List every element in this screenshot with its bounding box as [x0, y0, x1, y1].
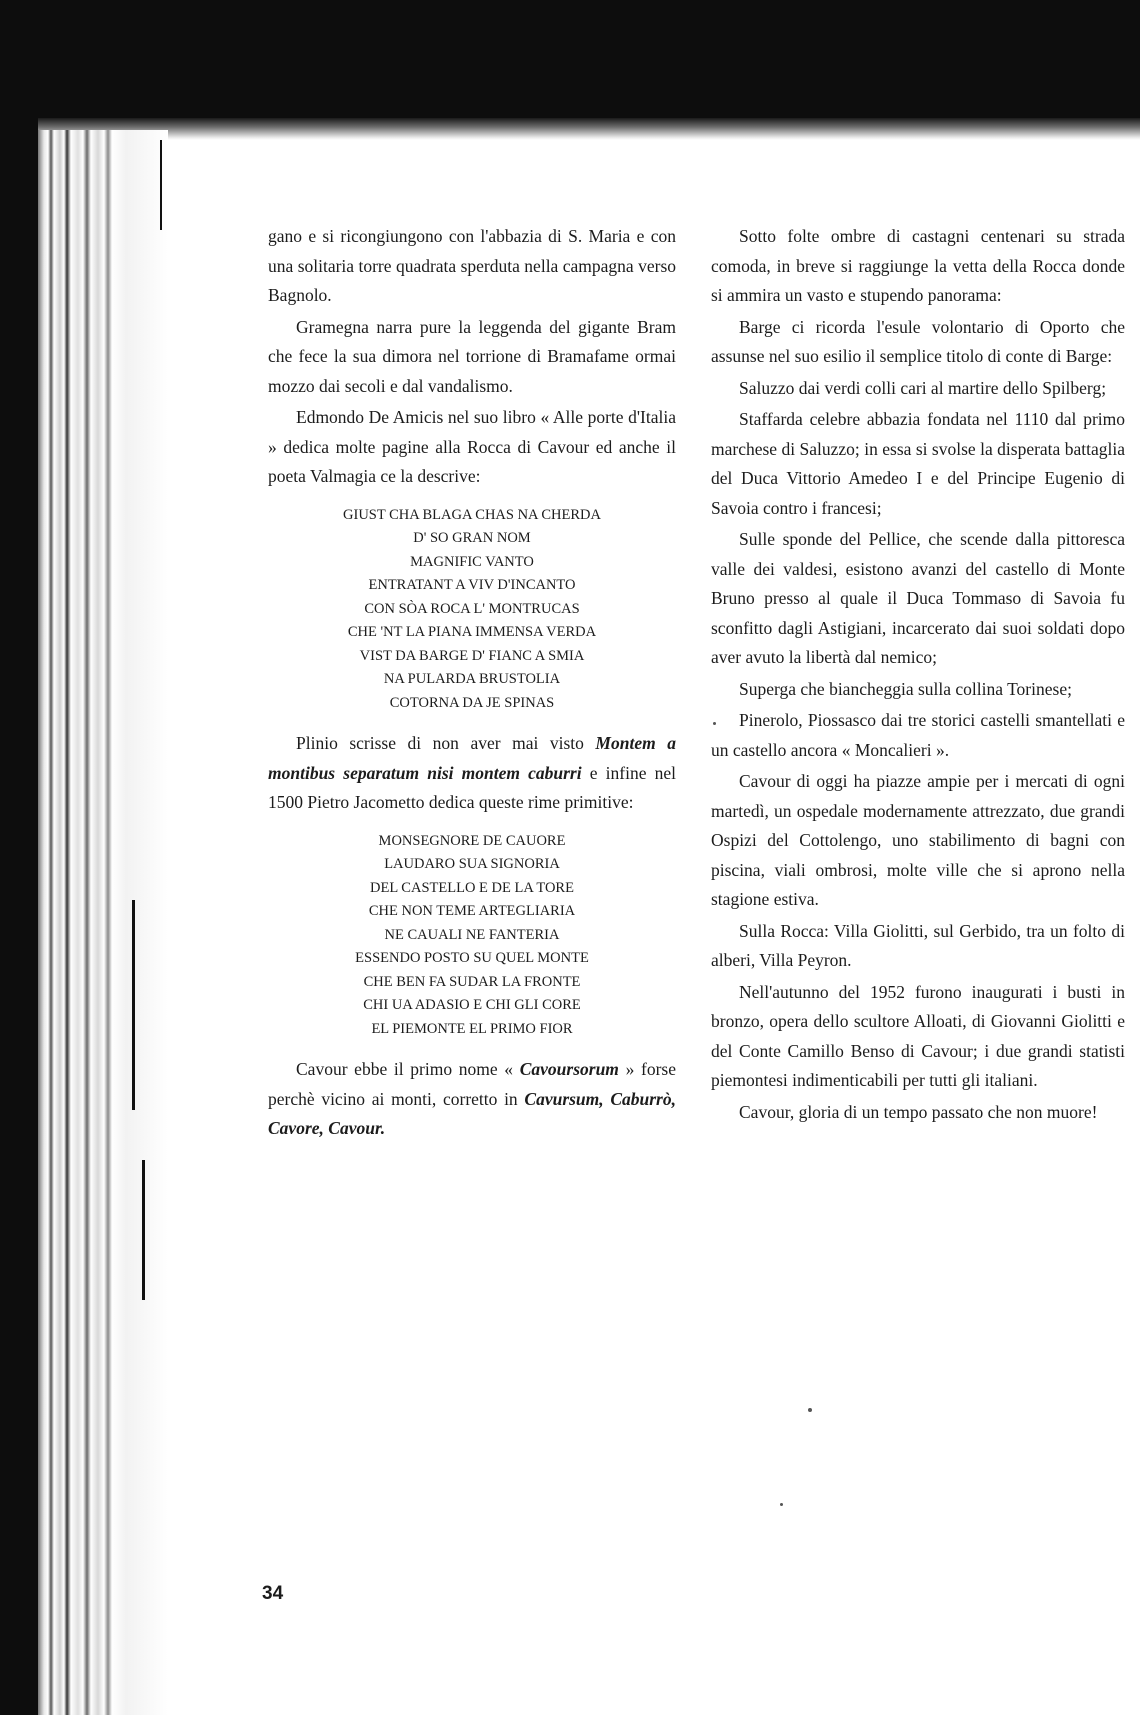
scan-top-border: [0, 0, 1140, 118]
verse-line: CHE 'NT LA PIANA IMMENSA VERDA: [347, 624, 597, 640]
scan-speck: [713, 722, 716, 725]
old-name: Cavoursorum: [519, 1059, 619, 1079]
paragraph: Sulle sponde del Pellice, che scende dalla pittoresca valle dei valdesi, esistono avanzi del castello di Monte Bruno presso al quale il Duca Tommaso di Savoia fu sconfitto dagli Astigiani, incarcerato dai suoi soldati dopo aver avuto la libertà dal nemico;: [711, 529, 1125, 667]
verse-line: DEL CASTELLO E DE LA TORE: [370, 879, 574, 896]
page-edge-line: [142, 1160, 145, 1300]
verse-line: NA PULARDA BRUSTOLIA: [383, 671, 561, 687]
verse-line: EL PIEMONTE EL PRIMO FIOR: [371, 1020, 573, 1037]
dialect-poem: [268, 504, 676, 716]
paragraph: Sotto folte ombre di castagni centenari su strada comoda, in breve si raggiunge la vetta della Rocca donde si ammira un vasto e stupendo panorama:: [711, 226, 1125, 305]
scan-speck: [780, 1503, 783, 1506]
verse-line: ESSENDO POSTO SU QUEL MONTE: [355, 950, 589, 966]
verse-line: CHI UA ADASIO E CHI GLI CORE: [363, 997, 581, 1013]
medieval-rhyme: [268, 830, 676, 1042]
paragraph: Staffarda celebre abbazia fondata nel 1110 dal primo marchese di Saluzzo; in essa si svolse la disperata battaglia del Duca Vittorio Amedeo I e del Principe Eugenio di Savoia contro i francesi;: [711, 409, 1125, 518]
verse-line: MAGNIFIC VANTO: [410, 553, 534, 570]
verse-line: CON SÒA ROCA L' MONTRUCAS: [364, 600, 580, 617]
verse-line: CHE BEN FA SUDAR LA FRONTE: [363, 973, 581, 990]
page-number: 34: [262, 1583, 284, 1604]
old-names-list: Cavursum, Caburrò, Cavore, Cavour.: [268, 1088, 676, 1138]
verse-line: CHE NON TEME ARTEGLIARIA: [368, 903, 576, 919]
paragraph: Gramegna narra pure la leggenda del gigante Bram che fece la sua dimora nel torrione di Bramafame ormai mozzo dai secoli e dal vandalismo.: [268, 316, 676, 396]
paragraph: Superga che biancheggia sulla collina Torinese;: [739, 678, 1072, 699]
page-top-shadow: [38, 118, 1140, 140]
paragraph: Saluzzo dai verdi colli cari al martire dello Spilberg;: [739, 377, 1107, 398]
paragraph: Barge ci ricorda l'esule volontario di Oporto che assunse nel suo esilio il semplice titolo di conte di Barge:: [711, 316, 1125, 366]
paragraph-cavour-names: Cavour ebbe il primo nome « Cavoursorum » forse perchè vicino ai monti, corretto in Cavursum, Caburrò, Cavore, Cavour.: [268, 1059, 676, 1138]
verse-line: COTORNA DA JE SPINAS: [389, 694, 555, 711]
book-page-edges: [38, 130, 168, 1715]
verse-line: NE CAUALI NE FANTERIA: [384, 926, 560, 943]
scan-speck: [808, 1408, 812, 1412]
paragraph: Cavour, gloria di un tempo passato che non muore!: [739, 1101, 1098, 1122]
verse-line: D' SO GRAN NOM: [413, 530, 531, 546]
paragraph: Pinerolo, Piossasco dai tre storici castelli smantellati e un castello ancora « Moncalieri ».: [711, 710, 1125, 760]
paragraph: Sulla Rocca: Villa Giolitti, sul Gerbido, tra un folto di alberi, Villa Peyron.: [711, 920, 1125, 970]
paragraph: Nell'autunno del 1952 furono inaugurati i busti in bronzo, opera dello scultore Alloati, di Giovanni Giolitti e del Conte Camillo Benso di Cavour; i due grandi statisti piemontesi indimenticabili per tutti gli italiani.: [711, 981, 1125, 1090]
paragraph: Cavour di oggi ha piazze ampie per i mercati di ogni martedì, un ospedale modernamente attrezzato, due grandi Ospizi del Cottolengo, uno stabilimento di bagni con piscina, viali ombrosi, molte ville che si aprono nella stagione estiva.: [711, 771, 1125, 909]
left-text-column: [268, 222, 676, 1146]
paragraph: gano e si ricongiungono con l'abbazia di S. Maria e con una solitaria torre quadrata sperduta nella campagna verso Bagnolo.: [268, 226, 676, 305]
latin-quote: Montem a montibus separatum nisi montem caburri: [268, 733, 676, 783]
verse-line: VIST DA BARGE D' FIANC A SMIA: [359, 647, 585, 664]
verse-line: ENTRATANT A VIV D'INCANTO: [368, 577, 576, 593]
verse-line: MONSEGNORE DE CAUORE: [378, 832, 566, 849]
scan-left-border: [0, 118, 38, 1715]
right-text-column: [711, 222, 1125, 1129]
paragraph-plinio: Plinio scrisse di non aver mai visto Montem a montibus separatum nisi montem caburri e infine nel 1500 Pietro Jacometto dedica queste rime primitive:: [268, 733, 676, 812]
verse-line: GIUST CHA BLAGA CHAS NA CHERDA: [343, 506, 601, 523]
paragraph: Edmondo De Amicis nel suo libro « Alle porte d'Italia » dedica molte pagine alla Rocca di Cavour ed anche il poeta Valmagia ce la descrive:: [268, 407, 676, 486]
page-edge-line: [132, 900, 135, 1110]
page-edge-line: [160, 140, 162, 230]
verse-line: LAUDARO SUA SIGNORIA: [384, 856, 560, 872]
